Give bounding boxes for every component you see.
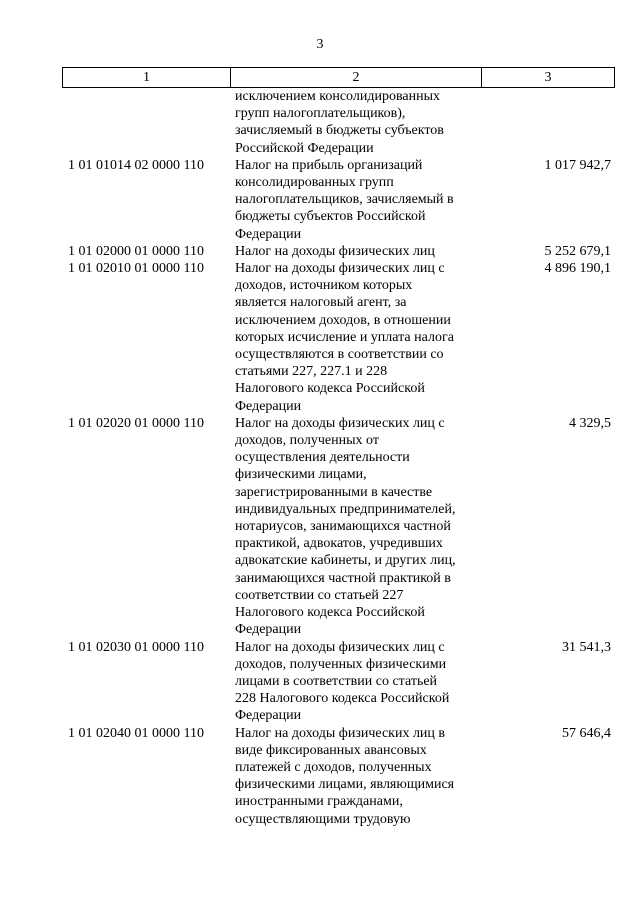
amount: 4 329,5 xyxy=(569,415,611,431)
description-line: практикой, адвокатов, учредивших xyxy=(235,536,443,552)
description-line: доходов, источником которых xyxy=(235,278,413,294)
description-line: Налог на доходы физических лиц с xyxy=(235,261,445,277)
description-line: исключением консолидированных xyxy=(235,89,440,104)
description-line: физическими лицами, являющимися xyxy=(235,777,455,793)
classification-code: 1 01 02010 01 0000 110 xyxy=(68,261,204,277)
classification-code: 1 01 01014 02 0000 110 xyxy=(68,157,204,173)
table-row xyxy=(62,243,615,260)
column-header-1: 1 xyxy=(63,68,231,87)
description-line: соответствии со статьей 227 xyxy=(235,587,404,603)
description-line: Федерации xyxy=(235,622,302,638)
description-line: является налоговый агент, за xyxy=(235,295,407,311)
classification-code: 1 01 02030 01 0000 110 xyxy=(68,639,204,655)
revenue-description xyxy=(229,639,479,725)
table-body xyxy=(62,88,615,828)
classification-code xyxy=(62,88,229,157)
description-line: Федерации xyxy=(235,226,302,242)
description-line: Налогового кодекса Российской xyxy=(235,605,425,621)
amount: 5 252 679,1 xyxy=(544,243,611,259)
revenue-description xyxy=(229,157,479,243)
description-line: консолидированных групп xyxy=(235,175,394,191)
revenue-description xyxy=(229,260,479,415)
revenue-description xyxy=(229,88,479,157)
description-line: иностранными гражданами, xyxy=(235,794,403,810)
description-line: осуществления деятельности xyxy=(235,450,410,466)
description-line: лицами в соответствии со статьей xyxy=(235,673,438,689)
description-line: зачисляемый в бюджеты субъектов xyxy=(235,123,444,139)
revenue-description xyxy=(229,725,479,828)
description-line: Федерации xyxy=(235,708,302,724)
description-line: доходов, полученных от xyxy=(235,433,379,449)
column-header-3: 3 xyxy=(544,70,552,85)
description-line: Налогового кодекса Российской xyxy=(235,381,425,397)
description-line: групп налогоплательщиков), xyxy=(235,106,406,122)
table-row xyxy=(62,725,615,828)
description-line: адвокатские кабинеты, и других лиц, xyxy=(235,553,456,569)
description-line: статьями 227, 227.1 и 228 xyxy=(235,364,388,380)
description-line: Налог на доходы физических лиц с xyxy=(235,415,445,431)
description-line: Федерации xyxy=(235,398,302,414)
column-header-2: 2 xyxy=(231,68,482,87)
description-line: индивидуальных предпринимателей, xyxy=(235,501,456,517)
description-line: Российской Федерации xyxy=(235,140,374,156)
description-line: зарегистрированными в качестве xyxy=(235,484,433,500)
table-row xyxy=(62,639,615,725)
description-line: нотариусов, занимающихся частной xyxy=(235,519,451,535)
classification-code: 1 01 02040 01 0000 110 xyxy=(68,725,204,741)
table-header-row xyxy=(62,67,615,88)
description-line: Налог на доходы физических лиц xyxy=(235,243,435,259)
description-line: Налог на прибыль организаций xyxy=(235,157,423,173)
description-line: физическими лицами, xyxy=(235,467,367,483)
table-row xyxy=(62,260,615,415)
description-line: доходов, полученных физическими xyxy=(235,656,447,672)
description-line: платежей с доходов, полученных xyxy=(235,759,432,775)
description-line: занимающихся частной практикой в xyxy=(235,570,451,586)
table-row xyxy=(62,88,615,157)
description-line: которых исчисление и уплата налога xyxy=(235,329,454,345)
revenue-description xyxy=(229,415,479,639)
page-number: 3 xyxy=(316,37,324,52)
amount xyxy=(479,88,615,157)
amount: 57 646,4 xyxy=(562,725,611,741)
amount: 1 017 942,7 xyxy=(544,157,611,173)
description-line: бюджеты субъектов Российской xyxy=(235,209,426,225)
description-line: виде фиксированных авансовых xyxy=(235,742,427,758)
amount: 4 896 190,1 xyxy=(544,261,611,277)
description-line: Налог на доходы физических лиц в xyxy=(235,725,446,741)
description-line: налогоплательщиков, зачисляемый в xyxy=(235,192,454,208)
description-line: осуществляющими трудовую xyxy=(235,811,411,827)
description-line: 228 Налогового кодекса Российской xyxy=(235,691,450,707)
description-line: Налог на доходы физических лиц с xyxy=(235,639,445,655)
amount: 31 541,3 xyxy=(562,639,611,655)
table-row xyxy=(62,415,615,639)
revenue-description xyxy=(229,243,479,260)
table-row xyxy=(62,157,615,243)
classification-code: 1 01 02020 01 0000 110 xyxy=(68,415,204,431)
description-line: исключением доходов, в отношении xyxy=(235,312,451,328)
description-line: осуществляются в соответствии со xyxy=(235,347,444,363)
classification-code: 1 01 02000 01 0000 110 xyxy=(68,243,204,259)
revenue-table xyxy=(62,67,615,828)
